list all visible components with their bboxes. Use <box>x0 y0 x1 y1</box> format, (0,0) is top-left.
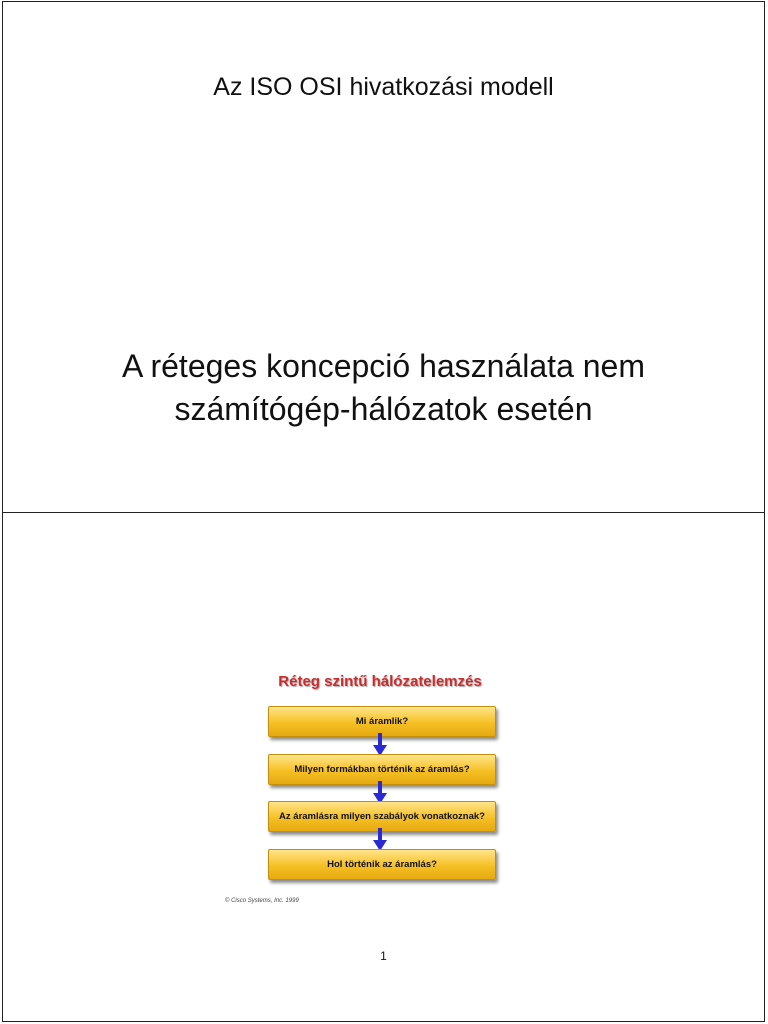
slide-title: Az ISO OSI hivatkozási modell <box>213 73 554 101</box>
layer-analysis-figure <box>261 673 507 870</box>
step-box-4: Hol történik az áramlás? <box>268 849 496 880</box>
copyright-note: © Cisco Systems, Inc. 1999 <box>225 898 299 904</box>
slide-2 <box>2 512 765 1022</box>
slide-heading-line-2: számítógép-hálózatok esetén <box>174 391 593 427</box>
figure-title: Réteg szintű hálózatelemzés <box>278 673 482 690</box>
down-arrow-icon <box>373 733 387 756</box>
slide-1 <box>2 1 765 513</box>
step-box-2: Milyen formákban történik az áramlás? <box>268 754 496 785</box>
slide-heading-line-1: A réteges koncepció használata nem <box>122 348 645 384</box>
step-box-1: Mi áramlik? <box>268 706 496 737</box>
step-box-3: Az áramlásra milyen szabályok vonatkoznak? <box>268 801 496 832</box>
down-arrow-icon <box>373 828 387 851</box>
slide-heading <box>3 345 764 431</box>
page-number: 1 <box>380 949 387 963</box>
